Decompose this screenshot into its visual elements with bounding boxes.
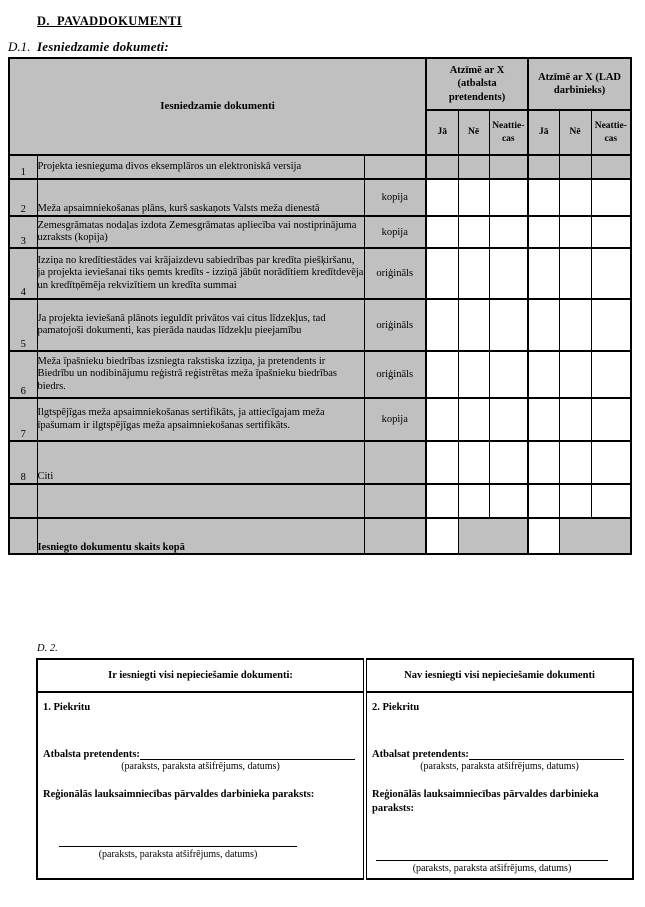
doc-type	[364, 441, 426, 484]
doc-description: Projekta iesnieguma divos eksemplāros un elektroniskā versija	[37, 155, 364, 179]
doc-description: Citi	[37, 441, 364, 484]
check-cell-applicant-ne	[458, 155, 489, 179]
check-cell-applicant-neattiecas[interactable]	[489, 398, 528, 441]
signature-caption: (paraksts, paraksta atšifrējums, datums)	[98, 849, 258, 861]
row-number: 6	[9, 351, 37, 398]
check-cell-applicant-ja[interactable]	[426, 484, 458, 518]
official-signature-line[interactable]	[376, 860, 608, 861]
check-cell-applicant-ne[interactable]	[458, 398, 489, 441]
check-cell-lad-neattiecas[interactable]	[591, 248, 631, 299]
doc-type: kopija	[364, 216, 426, 248]
doc-type	[364, 518, 426, 554]
check-cell-applicant-neattiecas[interactable]	[489, 216, 528, 248]
row-number	[9, 484, 37, 518]
check-cell-applicant-ne[interactable]	[458, 484, 489, 518]
table-row	[9, 484, 631, 518]
signature-caption: (paraksts, paraksta atšifrējums, datums)	[420, 761, 579, 772]
applicant-signature-row	[372, 747, 627, 760]
row-number: 7	[9, 398, 37, 441]
check-cell-applicant-ja[interactable]	[426, 441, 458, 484]
doc-description: Izziņa no kredītiestādes vai krājaizdevu sabiedrības par kredīta piešķiršanu, ja projekta ieviešanai tiks ņemts kredīts - izziņā jābūt norādītiem kredītdevēja un kredītņēmēja rekvizītiem un kredīta summai	[37, 248, 364, 299]
d2-section-label: D. 2.	[37, 643, 58, 654]
table-row	[9, 441, 631, 484]
total-count-cell-lad[interactable]	[528, 518, 559, 554]
check-cell-applicant-ne[interactable]	[458, 248, 489, 299]
check-cell-applicant-neattiecas[interactable]	[489, 299, 528, 351]
doc-description: Ilgtspējīgas meža apsaimniekošanas sertifikāts, ja attiecīgajam meža īpašumam ir ilgtspējīgas meža apsaimniekošanas sertifikāts.	[37, 398, 364, 441]
check-cell-lad-neattiecas[interactable]	[591, 351, 631, 398]
signature-header-not-submitted: Nav iesniegti visi nepieciešamie dokumenti	[365, 659, 633, 692]
signature-cell-left	[37, 692, 365, 879]
check-cell-lad-ne[interactable]	[559, 398, 591, 441]
subheader-applicant-ja: Jā	[426, 110, 458, 155]
official-signature-line[interactable]	[59, 846, 297, 847]
check-cell-lad-ne[interactable]	[559, 179, 591, 216]
agree-statement: 1. Piekritu	[43, 702, 91, 713]
check-cell-applicant-neattiecas[interactable]	[489, 248, 528, 299]
check-cell-applicant-ne[interactable]	[458, 179, 489, 216]
check-cell-lad-neattiecas[interactable]	[591, 179, 631, 216]
row-number: 3	[9, 216, 37, 248]
subsection-title: Iesniedzamie dokumeti:	[37, 39, 169, 54]
row-number: 5	[9, 299, 37, 351]
check-cell-applicant-ne[interactable]	[458, 441, 489, 484]
check-cell-lad-neattiecas[interactable]	[591, 299, 631, 351]
doc-type: kopija	[364, 179, 426, 216]
row-number: 4	[9, 248, 37, 299]
official-label: Reģionālās lauksaimniecības pārvaldes darbinieka paraksts:	[43, 789, 315, 800]
subheader-lad-ne: Nē	[559, 110, 591, 155]
applicant-signature-line[interactable]	[469, 747, 624, 760]
check-cell-applicant-ja	[426, 155, 458, 179]
check-cell-applicant-ja[interactable]	[426, 179, 458, 216]
check-cell-lad-ne[interactable]	[559, 299, 591, 351]
doc-description: Zemesgrāmatas nodaļas izdota Zemesgrāmatas apliecība vai nostiprinājuma uzraksts (kopija)	[37, 216, 364, 248]
check-cell-lad-neattiecas[interactable]	[591, 216, 631, 248]
total-filler-applicant	[458, 518, 528, 554]
check-cell-applicant-neattiecas[interactable]	[489, 351, 528, 398]
total-label: Iesniegto dokumentu skaits kopā	[37, 518, 364, 554]
doc-description: Meža īpašnieku biedrības izsniegta rakstiska izziņa, ja pretendents ir Biedrību un nodibinājumu reģistrā reģistrētas meža īpašnieku biedrības biedrs.	[37, 351, 364, 398]
check-cell-lad-ne[interactable]	[559, 216, 591, 248]
subsection-label: D.1.	[8, 39, 31, 54]
applicant-signature-line[interactable]	[140, 747, 355, 760]
check-cell-lad-ja[interactable]	[528, 216, 559, 248]
table-row	[9, 179, 631, 216]
subheader-lad-neattiecas: Neattie-cas	[591, 110, 631, 155]
column-group-lad: Atzīmē ar X (LAD darbinieks)	[528, 58, 631, 110]
check-cell-lad-ja[interactable]	[528, 248, 559, 299]
total-filler-lad	[559, 518, 631, 554]
check-cell-lad-ne[interactable]	[559, 441, 591, 484]
doc-description: Ja projekta ieviešanā plānots ieguldīt privātos vai citus līdzekļus, tad pamatojoši dokumenti, kas pierāda naudas līdzekļu pieejamību	[37, 299, 364, 351]
applicant-label: Atbalsat pretendents:	[372, 749, 469, 760]
signature-caption: (paraksts, paraksta atšifrējums, datums)	[121, 761, 280, 772]
signature-table	[36, 658, 634, 880]
check-cell-lad-ne[interactable]	[559, 484, 591, 518]
table-row	[9, 398, 631, 441]
column-group-applicant: Atzīmē ar X (atbalsta pretendents)	[426, 58, 528, 110]
applicant-label: Atbalsta pretendents:	[43, 749, 140, 760]
total-count-cell-applicant[interactable]	[426, 518, 458, 554]
subheader-applicant-neattiecas: Neattie-cas	[489, 110, 528, 155]
check-cell-lad-ja[interactable]	[528, 179, 559, 216]
check-cell-lad-ne	[559, 155, 591, 179]
doc-type: kopija	[364, 398, 426, 441]
check-cell-lad-ne[interactable]	[559, 248, 591, 299]
row-number: 1	[9, 155, 37, 179]
check-cell-lad-neattiecas	[591, 155, 631, 179]
row-number	[9, 518, 37, 554]
agree-statement: 2. Piekritu	[372, 702, 420, 713]
check-cell-applicant-ja[interactable]	[426, 216, 458, 248]
doc-type	[364, 155, 426, 179]
doc-type: oriģināls	[364, 351, 426, 398]
check-cell-lad-ne[interactable]	[559, 351, 591, 398]
check-cell-applicant-ne[interactable]	[458, 299, 489, 351]
check-cell-lad-ja	[528, 155, 559, 179]
table-row	[9, 299, 631, 351]
check-cell-applicant-neattiecas[interactable]	[489, 179, 528, 216]
table-row	[9, 351, 631, 398]
check-cell-applicant-neattiecas	[489, 155, 528, 179]
table-row	[9, 216, 631, 248]
check-cell-applicant-ne[interactable]	[458, 216, 489, 248]
check-cell-lad-ja[interactable]	[528, 299, 559, 351]
doc-type	[364, 484, 426, 518]
check-cell-lad-ja[interactable]	[528, 441, 559, 484]
subsection-heading	[8, 39, 169, 55]
check-cell-lad-neattiecas[interactable]	[591, 398, 631, 441]
row-number: 2	[9, 179, 37, 216]
check-cell-lad-neattiecas[interactable]	[591, 441, 631, 484]
check-cell-applicant-ne[interactable]	[458, 351, 489, 398]
check-cell-applicant-ja[interactable]	[426, 351, 458, 398]
signature-cell-right	[365, 692, 633, 879]
row-number: 8	[9, 441, 37, 484]
check-cell-applicant-ja[interactable]	[426, 248, 458, 299]
check-cell-lad-neattiecas[interactable]	[591, 484, 631, 518]
doc-description: Meža apsaimniekošanas plāns, kurš saskaņots Valsts meža dienestā	[37, 179, 364, 216]
table-row	[9, 248, 631, 299]
check-cell-lad-ja[interactable]	[528, 351, 559, 398]
subheader-applicant-ne: Nē	[458, 110, 489, 155]
documents-checklist-table	[8, 57, 632, 555]
official-label: Reģionālās lauksaimniecības pārvaldes darbinieka paraksts:	[372, 789, 599, 815]
check-cell-applicant-neattiecas[interactable]	[489, 441, 528, 484]
column-header-documents: Iesniedzamie dokumenti	[9, 58, 426, 155]
check-cell-applicant-neattiecas[interactable]	[489, 484, 528, 518]
check-cell-applicant-ja[interactable]	[426, 398, 458, 441]
subheader-lad-ja: Jā	[528, 110, 559, 155]
total-row	[9, 518, 631, 554]
check-cell-lad-ja[interactable]	[528, 398, 559, 441]
check-cell-applicant-ja[interactable]	[426, 299, 458, 351]
table-row	[9, 155, 631, 179]
signature-caption: (paraksts, paraksta atšifrējums, datums)	[412, 863, 572, 875]
signature-header-submitted: Ir iesniegti visi nepieciešamie dokumenti:	[37, 659, 365, 692]
section-title: D. PAVADDOKUMENTI	[37, 14, 183, 28]
doc-type: oriģināls	[364, 248, 426, 299]
doc-description	[37, 484, 364, 518]
doc-type: oriģināls	[364, 299, 426, 351]
applicant-signature-row	[43, 747, 358, 760]
check-cell-lad-ja[interactable]	[528, 484, 559, 518]
